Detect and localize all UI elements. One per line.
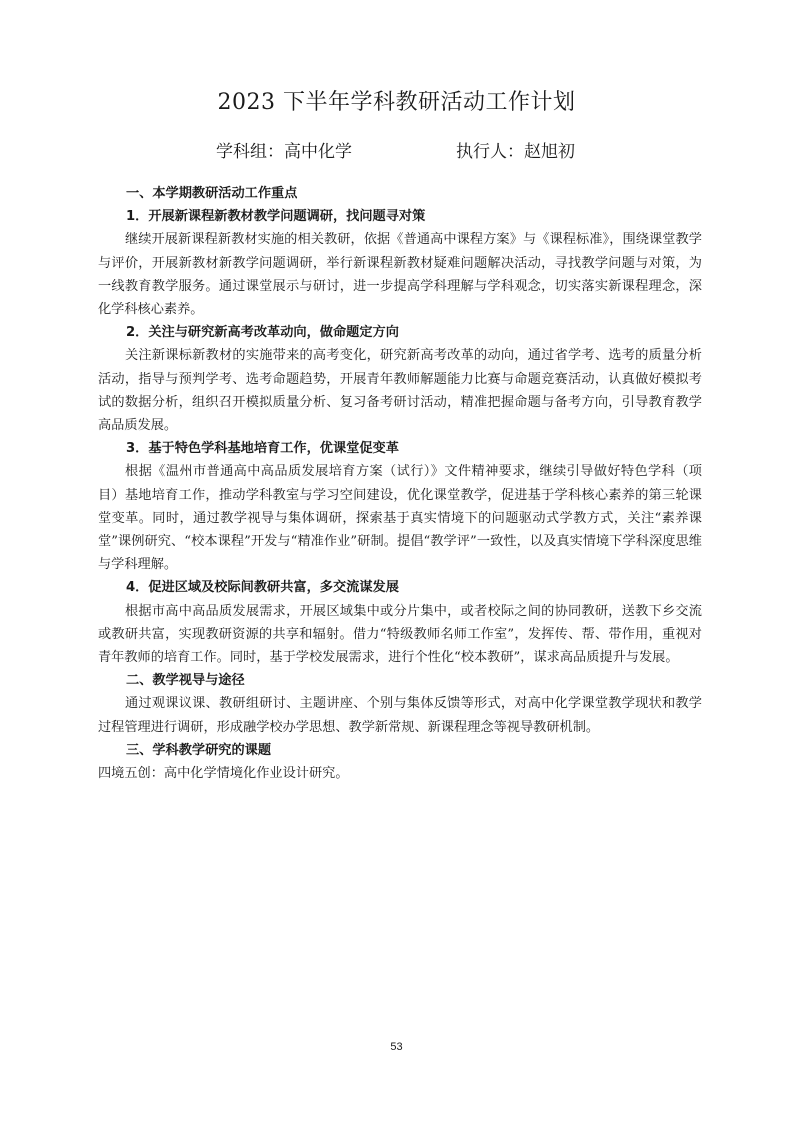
- paragraph-1-3: 根据《温州市普通高中高品质发展培育方案（试行）》文件精神要求，继续引导做好特色学科（项目）基地培育工作，推动学科教室与学习空间建设，优化课堂教学，促进基于学科核心素养的第三轮课堂变革。同时，通过教学视导与集体调研，探索基于真实情境下的问题驱动式学教方式，关注“素养课堂”课例研究、“校本课程”开发与“精准作业”研制。提倡“教学评”一致性，以及真实情境下学科深度思维与学科理解。: [98, 464, 702, 573]
- page-title: 2023 下半年学科教研活动工作计划: [217, 90, 576, 115]
- executor: 执行人：赵旭初: [456, 142, 575, 162]
- subsection-heading-1-4: 4．促进区域及校际间教研共富，多交流谋发展: [126, 580, 399, 596]
- paragraph-1-1: 继续开展新课程新教材实施的相关教研，依据《普通高中课程方案》与《课程标准》，围绕课堂教学与评价，开展新教材新教学问题调研，举行新课程新教材疑难问题解决活动，寻找教学问题与对策，为一线教育教学服务。通过课堂展示与研讨，进一步提高学科理解与学科观念，切实落实新课程理念，深化学科核心素养。: [98, 232, 702, 318]
- paragraph-3: 四境五创：高中化学情境化作业设计研究。: [98, 766, 349, 782]
- subsection-heading-1-3: 3．基于特色学科基地培育工作，优课堂促变革: [126, 441, 399, 457]
- paragraph-1-2: 关注新课标新教材的实施带来的高考变化，研究新高考改革的动向，通过省学考、选考的质量分析活动，指导与预判学考、选考命题趋势，开展青年教师解题能力比赛与命题竞赛活动，认真做好模拟考试的数据分析，组织召开模拟质量分析、复习备考研讨活动，精准把握命题与备考方向，引导教育教学高品质发展。: [98, 348, 702, 434]
- document-meta: [216, 140, 616, 164]
- paragraph-2: 通过观课议课、教研组研讨、主题讲座、个别与集体反馈等形式，对高中化学课堂教学现状和教学过程管理进行调研，形成融学校办学思想、教学新常规、新课程理念等视导教研机制。: [98, 696, 702, 735]
- section-heading-1: 一、本学期教研活动工作重点: [126, 186, 298, 201]
- paragraph-1-4: 根据市高中高品质发展需求，开展区域集中或分片集中，或者校际之间的协同教研，送教下乡交流或教研共富，实现教研资源的共享和辐射。借力“特级教师名师工作室”，发挥传、帮、带作用，重视对青年教师的培育工作。同时，基于学校发展需求，进行个性化“校本教研”，谋求高品质提升与发展。: [98, 603, 702, 666]
- section-heading-3: 三、学科教学研究的课题: [126, 742, 272, 758]
- section-heading-2: 二、教学视导与途径: [126, 673, 245, 689]
- document-body: [98, 182, 702, 785]
- subsection-heading-1-2: 2．关注与研究新高考改革动向，做命题定方向: [126, 325, 399, 341]
- page-number: 53: [390, 1041, 403, 1053]
- subsection-heading-1-1: 1．开展新课程新教材教学问题调研，找问题寻对策: [126, 209, 426, 225]
- subject-group: 学科组：高中化学: [216, 142, 352, 162]
